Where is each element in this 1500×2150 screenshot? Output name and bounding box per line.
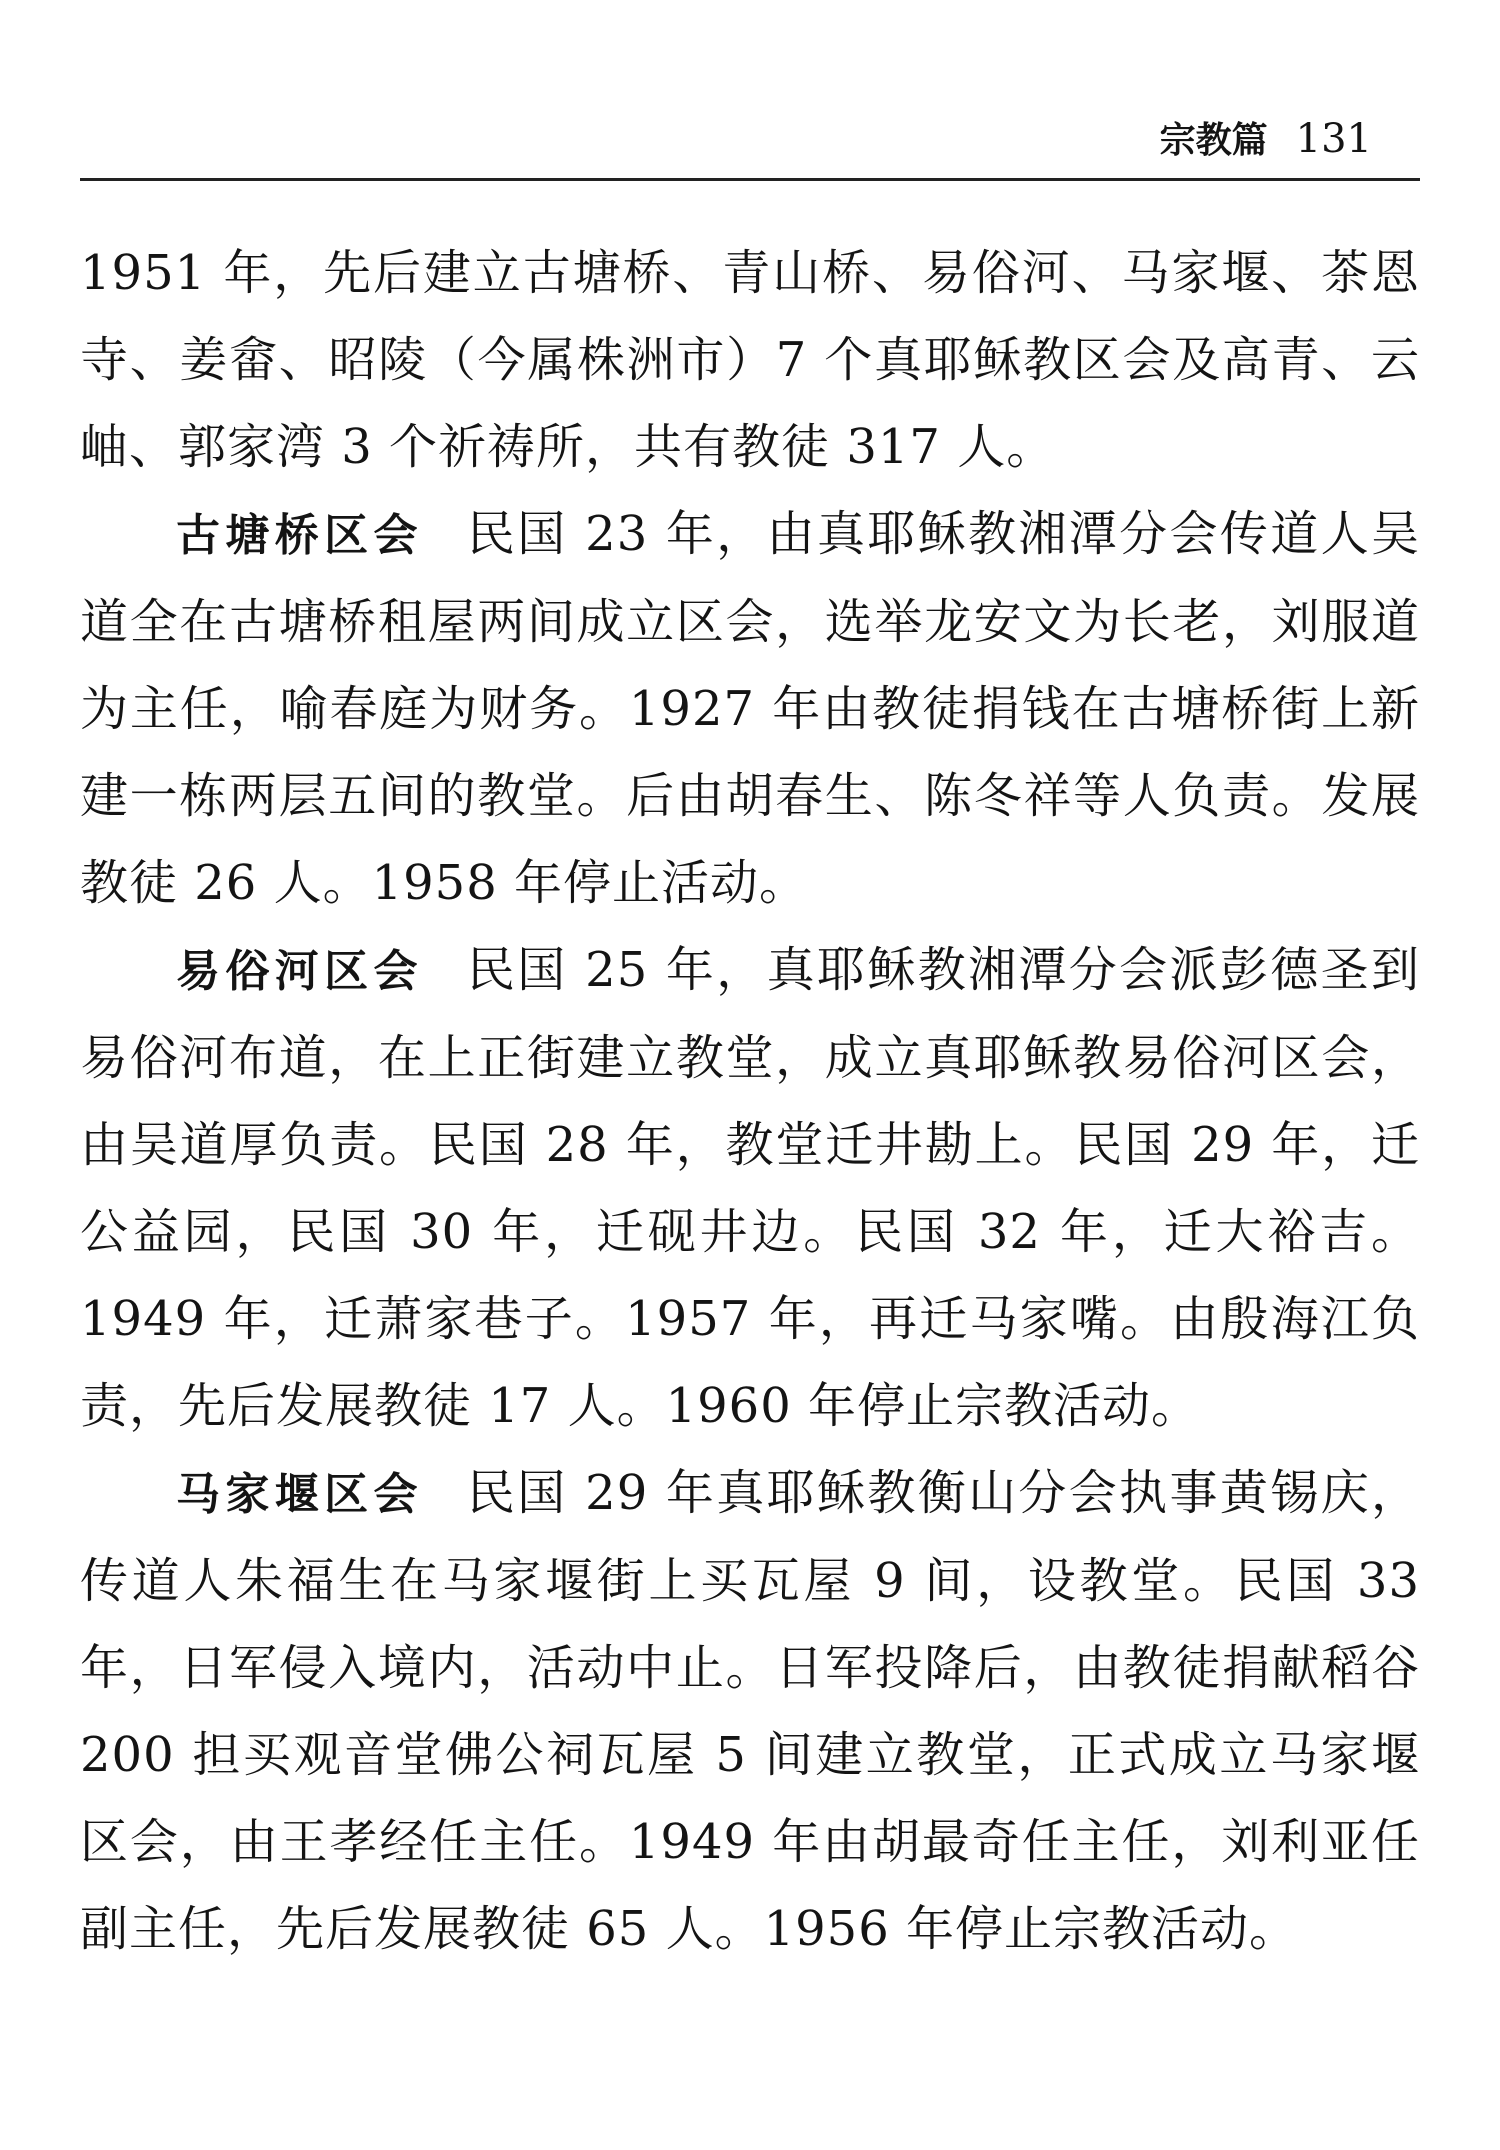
entry-title: 古塘桥区会	[176, 510, 423, 561]
entry-yisuhe	[80, 927, 1420, 1450]
running-header	[1160, 112, 1372, 163]
entry-text: 民国 29 年真耶稣教衡山分会执事黄锡庆，传道人朱福生在马家堰街上买瓦屋 9 间，设教堂。民国 33 年，日军侵入境内，活动中止。日军投降后，由教徒捐献稻谷 200 担买观音堂佛公祠瓦屋 5 间建立教堂，正式成立马家堰区会，由王孝经任主任。1949 年由胡最奇任主任，刘利亚任副主任，先后发展教徒 65 人。1956 年停止宗教活动。	[80, 1465, 1420, 1957]
section-name: 宗教篇	[1159, 120, 1268, 161]
page-body	[80, 230, 1420, 1973]
entry-gutangqiao	[80, 491, 1420, 927]
entry-title: 马家堰区会	[176, 1469, 423, 1520]
entry-text: 民国 23 年，由真耶稣教湘潭分会传道人吴道全在古塘桥租屋两间成立区会，选举龙安文为长老，刘服道为主任，喻春庭为财务。1927 年由教徒捐钱在古塘桥街上新建一栋两层五间的教堂。后由胡春生、陈冬祥等人负责。发展教徒 26 人。1958 年停止活动。	[80, 506, 1420, 911]
entry-text: 民国 25 年，真耶稣教湘潭分会派彭德圣到易俗河布道，在上正街建立教堂，成立真耶稣教易俗河区会，由吴道厚负责。民国 28 年，教堂迁井勘上。民国 29 年，迁公益园，民国 30 年，迁砚井边。民国 32 年，迁大裕吉。1949 年，迁萧家巷子。1957 年，再迁马家嘴。由殷海江负责，先后发展教徒 17 人。1960 年停止宗教活动。	[80, 942, 1420, 1434]
intro-paragraph: 1951 年，先后建立古塘桥、青山桥、易俗河、马家堰、茶恩寺、姜畲、昭陵（今属株洲市）7 个真耶稣教区会及高青、云岫、郭家湾 3 个祈祷所，共有教徒 317 人。	[80, 245, 1420, 475]
header-rule	[80, 178, 1420, 181]
entry-majiayan	[80, 1450, 1420, 1973]
entry-title: 易俗河区会	[176, 946, 423, 997]
page-number: 131	[1295, 116, 1372, 162]
